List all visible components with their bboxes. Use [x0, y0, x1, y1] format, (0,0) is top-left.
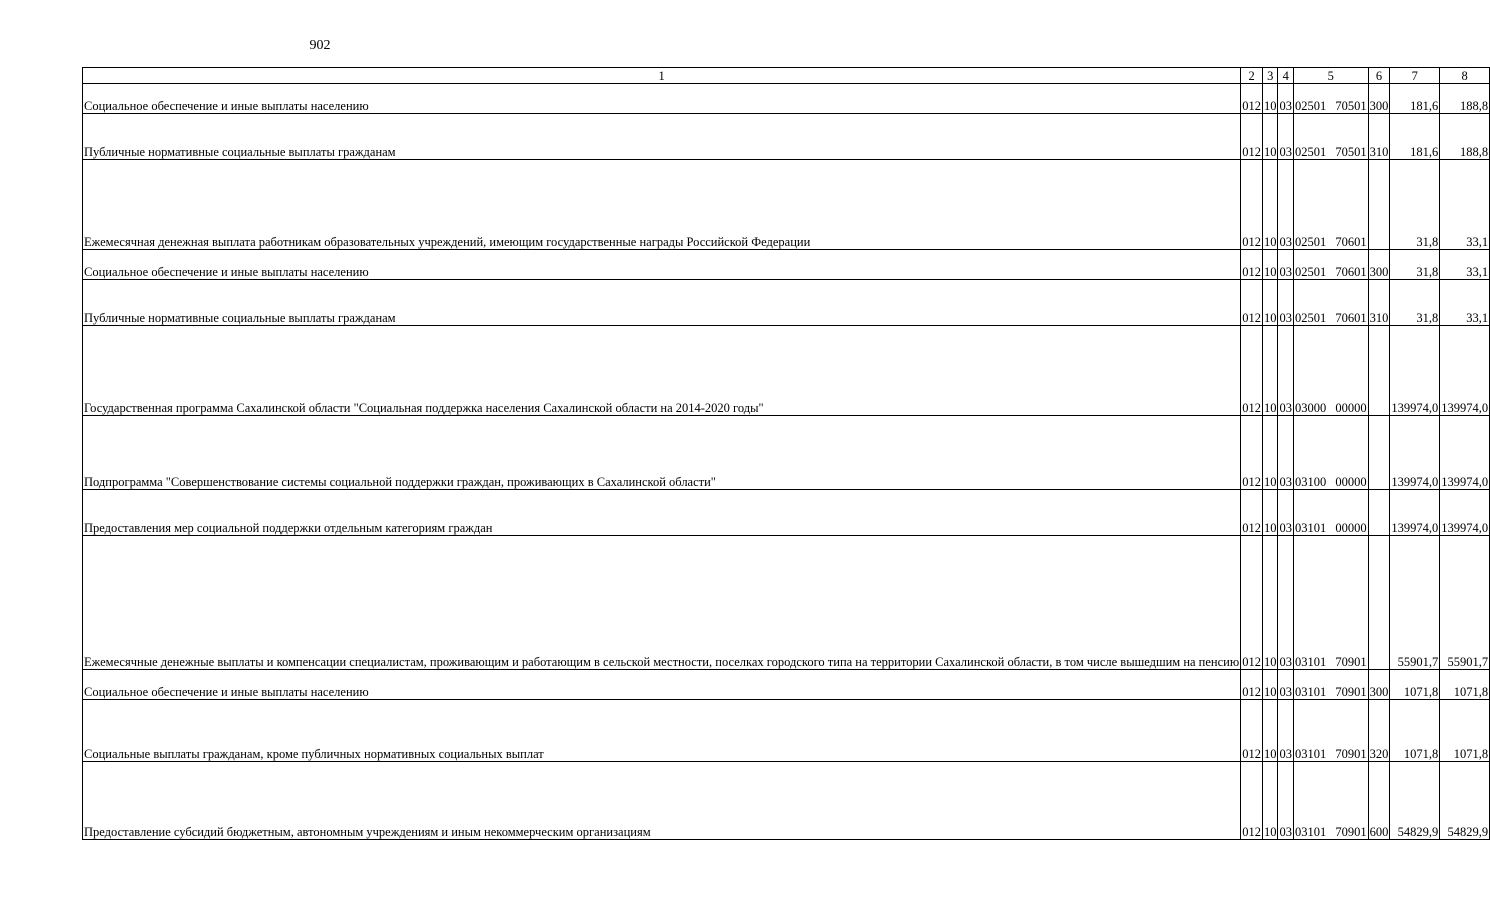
- row-col-4: 03: [1278, 700, 1294, 762]
- row-col-2: 012: [1241, 762, 1263, 840]
- table-row: [83, 700, 1490, 762]
- row-col-7: 1071,8: [1390, 700, 1440, 762]
- row-col-3: 10: [1262, 84, 1278, 114]
- row-col-8: 188,8: [1440, 84, 1490, 114]
- table-header-row: [83, 68, 1490, 84]
- row-col-3: 10: [1262, 326, 1278, 416]
- row-col-4: 03: [1278, 280, 1294, 326]
- row-col-8: 33,1: [1440, 160, 1490, 250]
- table-row: [83, 160, 1490, 250]
- row-col-2: 012: [1241, 84, 1263, 114]
- row-col-8: 33,1: [1440, 250, 1490, 280]
- row-col-4: 03: [1278, 250, 1294, 280]
- row-col-3: 10: [1262, 536, 1278, 670]
- row-col-5: 03101 70901: [1293, 536, 1368, 670]
- row-col-4: 03: [1278, 670, 1294, 700]
- row-col-7: 31,8: [1390, 280, 1440, 326]
- row-col-7: 139974,0: [1390, 416, 1440, 490]
- row-col-2: 012: [1241, 490, 1263, 536]
- row-col-8: 139974,0: [1440, 326, 1490, 416]
- row-name: Государственная программа Сахалинской области "Социальная поддержка населения Сахалинской области на 2014-2020 годы": [83, 326, 1241, 416]
- row-col-4: 03: [1278, 416, 1294, 490]
- row-col-5: 03101 00000: [1293, 490, 1368, 536]
- row-col-6: 600: [1368, 762, 1390, 840]
- table-row: [83, 326, 1490, 416]
- row-col-2: 012: [1241, 670, 1263, 700]
- column-header-4: 4: [1278, 68, 1294, 84]
- row-name: Социальное обеспечение и иные выплаты населению: [83, 670, 1241, 700]
- row-col-3: 10: [1262, 416, 1278, 490]
- row-col-3: 10: [1262, 160, 1278, 250]
- row-col-3: 10: [1262, 490, 1278, 536]
- row-col-4: 03: [1278, 490, 1294, 536]
- row-col-3: 10: [1262, 250, 1278, 280]
- row-col-2: 012: [1241, 536, 1263, 670]
- column-header-3: 3: [1262, 68, 1278, 84]
- row-col-5: 03000 00000: [1293, 326, 1368, 416]
- row-col-7: 31,8: [1390, 160, 1440, 250]
- row-col-2: 012: [1241, 250, 1263, 280]
- row-col-2: 012: [1241, 326, 1263, 416]
- row-col-8: 1071,8: [1440, 700, 1490, 762]
- row-col-6: 320: [1368, 700, 1390, 762]
- row-col-7: 1071,8: [1390, 670, 1440, 700]
- column-header-1: 1: [83, 68, 1241, 84]
- row-col-6: [1368, 416, 1390, 490]
- row-col-4: 03: [1278, 160, 1294, 250]
- row-col-6: [1368, 326, 1390, 416]
- column-header-8: 8: [1440, 68, 1490, 84]
- row-col-7: 54829,9: [1390, 762, 1440, 840]
- row-col-7: 181,6: [1390, 114, 1440, 160]
- table-row: [83, 490, 1490, 536]
- row-col-3: 10: [1262, 670, 1278, 700]
- row-col-7: 181,6: [1390, 84, 1440, 114]
- row-name: Ежемесячные денежные выплаты и компенсации специалистам, проживающим и работающим в сельской местности, поселках городского типа на территории Сахалинской области, в том числе вышедшим на пенсию: [83, 536, 1241, 670]
- row-name: Подпрограмма "Совершенствование системы социальной поддержки граждан, проживающих в Сахалинской области": [83, 416, 1241, 490]
- row-name: Предоставление субсидий бюджетным, автономным учреждениям и иным некоммерческим организациям: [83, 762, 1241, 840]
- row-col-6: 300: [1368, 84, 1390, 114]
- row-col-2: 012: [1241, 700, 1263, 762]
- row-name: Социальные выплаты гражданам, кроме публичных нормативных социальных выплат: [83, 700, 1241, 762]
- table-row: [83, 250, 1490, 280]
- row-name: Публичные нормативные социальные выплаты гражданам: [83, 114, 1241, 160]
- row-col-4: 03: [1278, 762, 1294, 840]
- row-col-6: 300: [1368, 250, 1390, 280]
- row-name: Социальное обеспечение и иные выплаты населению: [83, 84, 1241, 114]
- row-col-2: 012: [1241, 160, 1263, 250]
- row-col-3: 10: [1262, 114, 1278, 160]
- budget-table: [82, 67, 1490, 840]
- row-col-8: 33,1: [1440, 280, 1490, 326]
- row-col-3: 10: [1262, 700, 1278, 762]
- row-col-2: 012: [1241, 416, 1263, 490]
- row-col-4: 03: [1278, 84, 1294, 114]
- row-col-5: 02501 70601: [1293, 160, 1368, 250]
- row-col-5: 02501 70601: [1293, 280, 1368, 326]
- table-row: [83, 84, 1490, 114]
- column-header-5: 5: [1293, 68, 1368, 84]
- row-col-5: 03100 00000: [1293, 416, 1368, 490]
- row-name: Предоставления мер социальной поддержки отдельным категориям граждан: [83, 490, 1241, 536]
- row-col-7: 55901,7: [1390, 536, 1440, 670]
- row-col-3: 10: [1262, 762, 1278, 840]
- table-row: [83, 114, 1490, 160]
- row-col-4: 03: [1278, 114, 1294, 160]
- row-col-6: 310: [1368, 280, 1390, 326]
- column-header-7: 7: [1390, 68, 1440, 84]
- row-col-6: [1368, 160, 1390, 250]
- row-name: Публичные нормативные социальные выплаты гражданам: [83, 280, 1241, 326]
- row-col-5: 03101 70901: [1293, 700, 1368, 762]
- row-col-6: [1368, 490, 1390, 536]
- row-col-8: 139974,0: [1440, 490, 1490, 536]
- row-col-5: 03101 70901: [1293, 762, 1368, 840]
- row-col-8: 1071,8: [1440, 670, 1490, 700]
- row-col-7: 31,8: [1390, 250, 1440, 280]
- row-col-4: 03: [1278, 326, 1294, 416]
- row-col-2: 012: [1241, 280, 1263, 326]
- row-name: Ежемесячная денежная выплата работникам образовательных учреждений, имеющим государственные награды Российской Федерации: [83, 160, 1241, 250]
- row-col-7: 139974,0: [1390, 326, 1440, 416]
- row-col-6: 300: [1368, 670, 1390, 700]
- row-col-5: 02501 70501: [1293, 114, 1368, 160]
- row-col-5: 02501 70601: [1293, 250, 1368, 280]
- row-col-6: 310: [1368, 114, 1390, 160]
- column-header-6: 6: [1368, 68, 1390, 84]
- row-col-7: 139974,0: [1390, 490, 1440, 536]
- table-row: [83, 762, 1490, 840]
- column-header-2: 2: [1241, 68, 1263, 84]
- table-body: [83, 84, 1490, 840]
- row-col-4: 03: [1278, 536, 1294, 670]
- row-col-8: 54829,9: [1440, 762, 1490, 840]
- table-row: [83, 416, 1490, 490]
- row-col-8: 55901,7: [1440, 536, 1490, 670]
- table-row: [83, 670, 1490, 700]
- row-name: Социальное обеспечение и иные выплаты населению: [83, 250, 1241, 280]
- row-col-2: 012: [1241, 114, 1263, 160]
- table-row: [83, 536, 1490, 670]
- row-col-8: 188,8: [1440, 114, 1490, 160]
- row-col-3: 10: [1262, 280, 1278, 326]
- row-col-5: 02501 70501: [1293, 84, 1368, 114]
- table-row: [83, 280, 1490, 326]
- row-col-8: 139974,0: [1440, 416, 1490, 490]
- page-number: 902: [309, 38, 331, 53]
- row-col-5: 03101 70901: [1293, 670, 1368, 700]
- row-col-6: [1368, 536, 1390, 670]
